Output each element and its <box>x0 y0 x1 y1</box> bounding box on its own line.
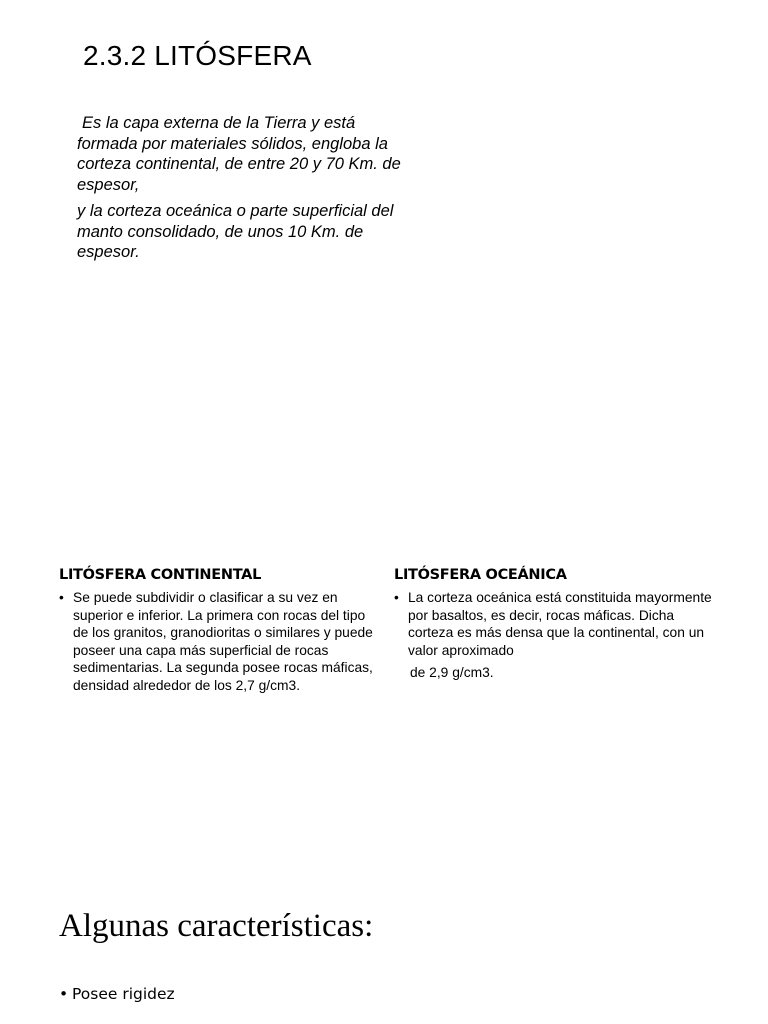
continental-column <box>59 567 374 694</box>
oceanica-bullet: • La corteza oceánica está constituida mayormente por basaltos, es decir, rocas máficas. Dicha corteza es más densa que la continental, con un valor aproximado <box>394 589 714 659</box>
characteristics-heading: Algunas características: <box>59 908 374 944</box>
oceanica-continuation: de 2,9 g/cm3. <box>410 665 494 680</box>
oceanica-heading: LITÓSFERA OCEÁNICA <box>394 567 567 583</box>
page-title: 2.3.2 LITÓSFERA <box>83 40 312 71</box>
continental-heading: LITÓSFERA CONTINENTAL <box>59 567 262 583</box>
intro-paragraph-1: Es la capa externa de la Tierra y está formada por materiales sólidos, engloba la corteza continental, de entre 20 y 70 Km. de espesor, <box>77 114 401 194</box>
characteristic-item: • Posee rigidez <box>59 985 175 1003</box>
continental-bullet: • Se puede subdividir o clasificar a su vez en superior e inferior. La primera con rocas del tipo de los granitos, granodioritas o similares y puede poseer una capa más superficial de rocas sedimentarias. La segunda posee rocas máficas, densidad alrededor de los 2,7 g/cm3. <box>59 589 374 694</box>
intro-text <box>77 113 407 269</box>
oceanica-column <box>394 567 714 680</box>
oceanica-list <box>394 589 714 659</box>
continental-list <box>59 589 374 694</box>
characteristics-list <box>59 985 175 1003</box>
intro-paragraph-2: y la corteza oceánica o parte superficial del manto consolidado, de unos 10 Km. de espesor. <box>77 202 394 261</box>
